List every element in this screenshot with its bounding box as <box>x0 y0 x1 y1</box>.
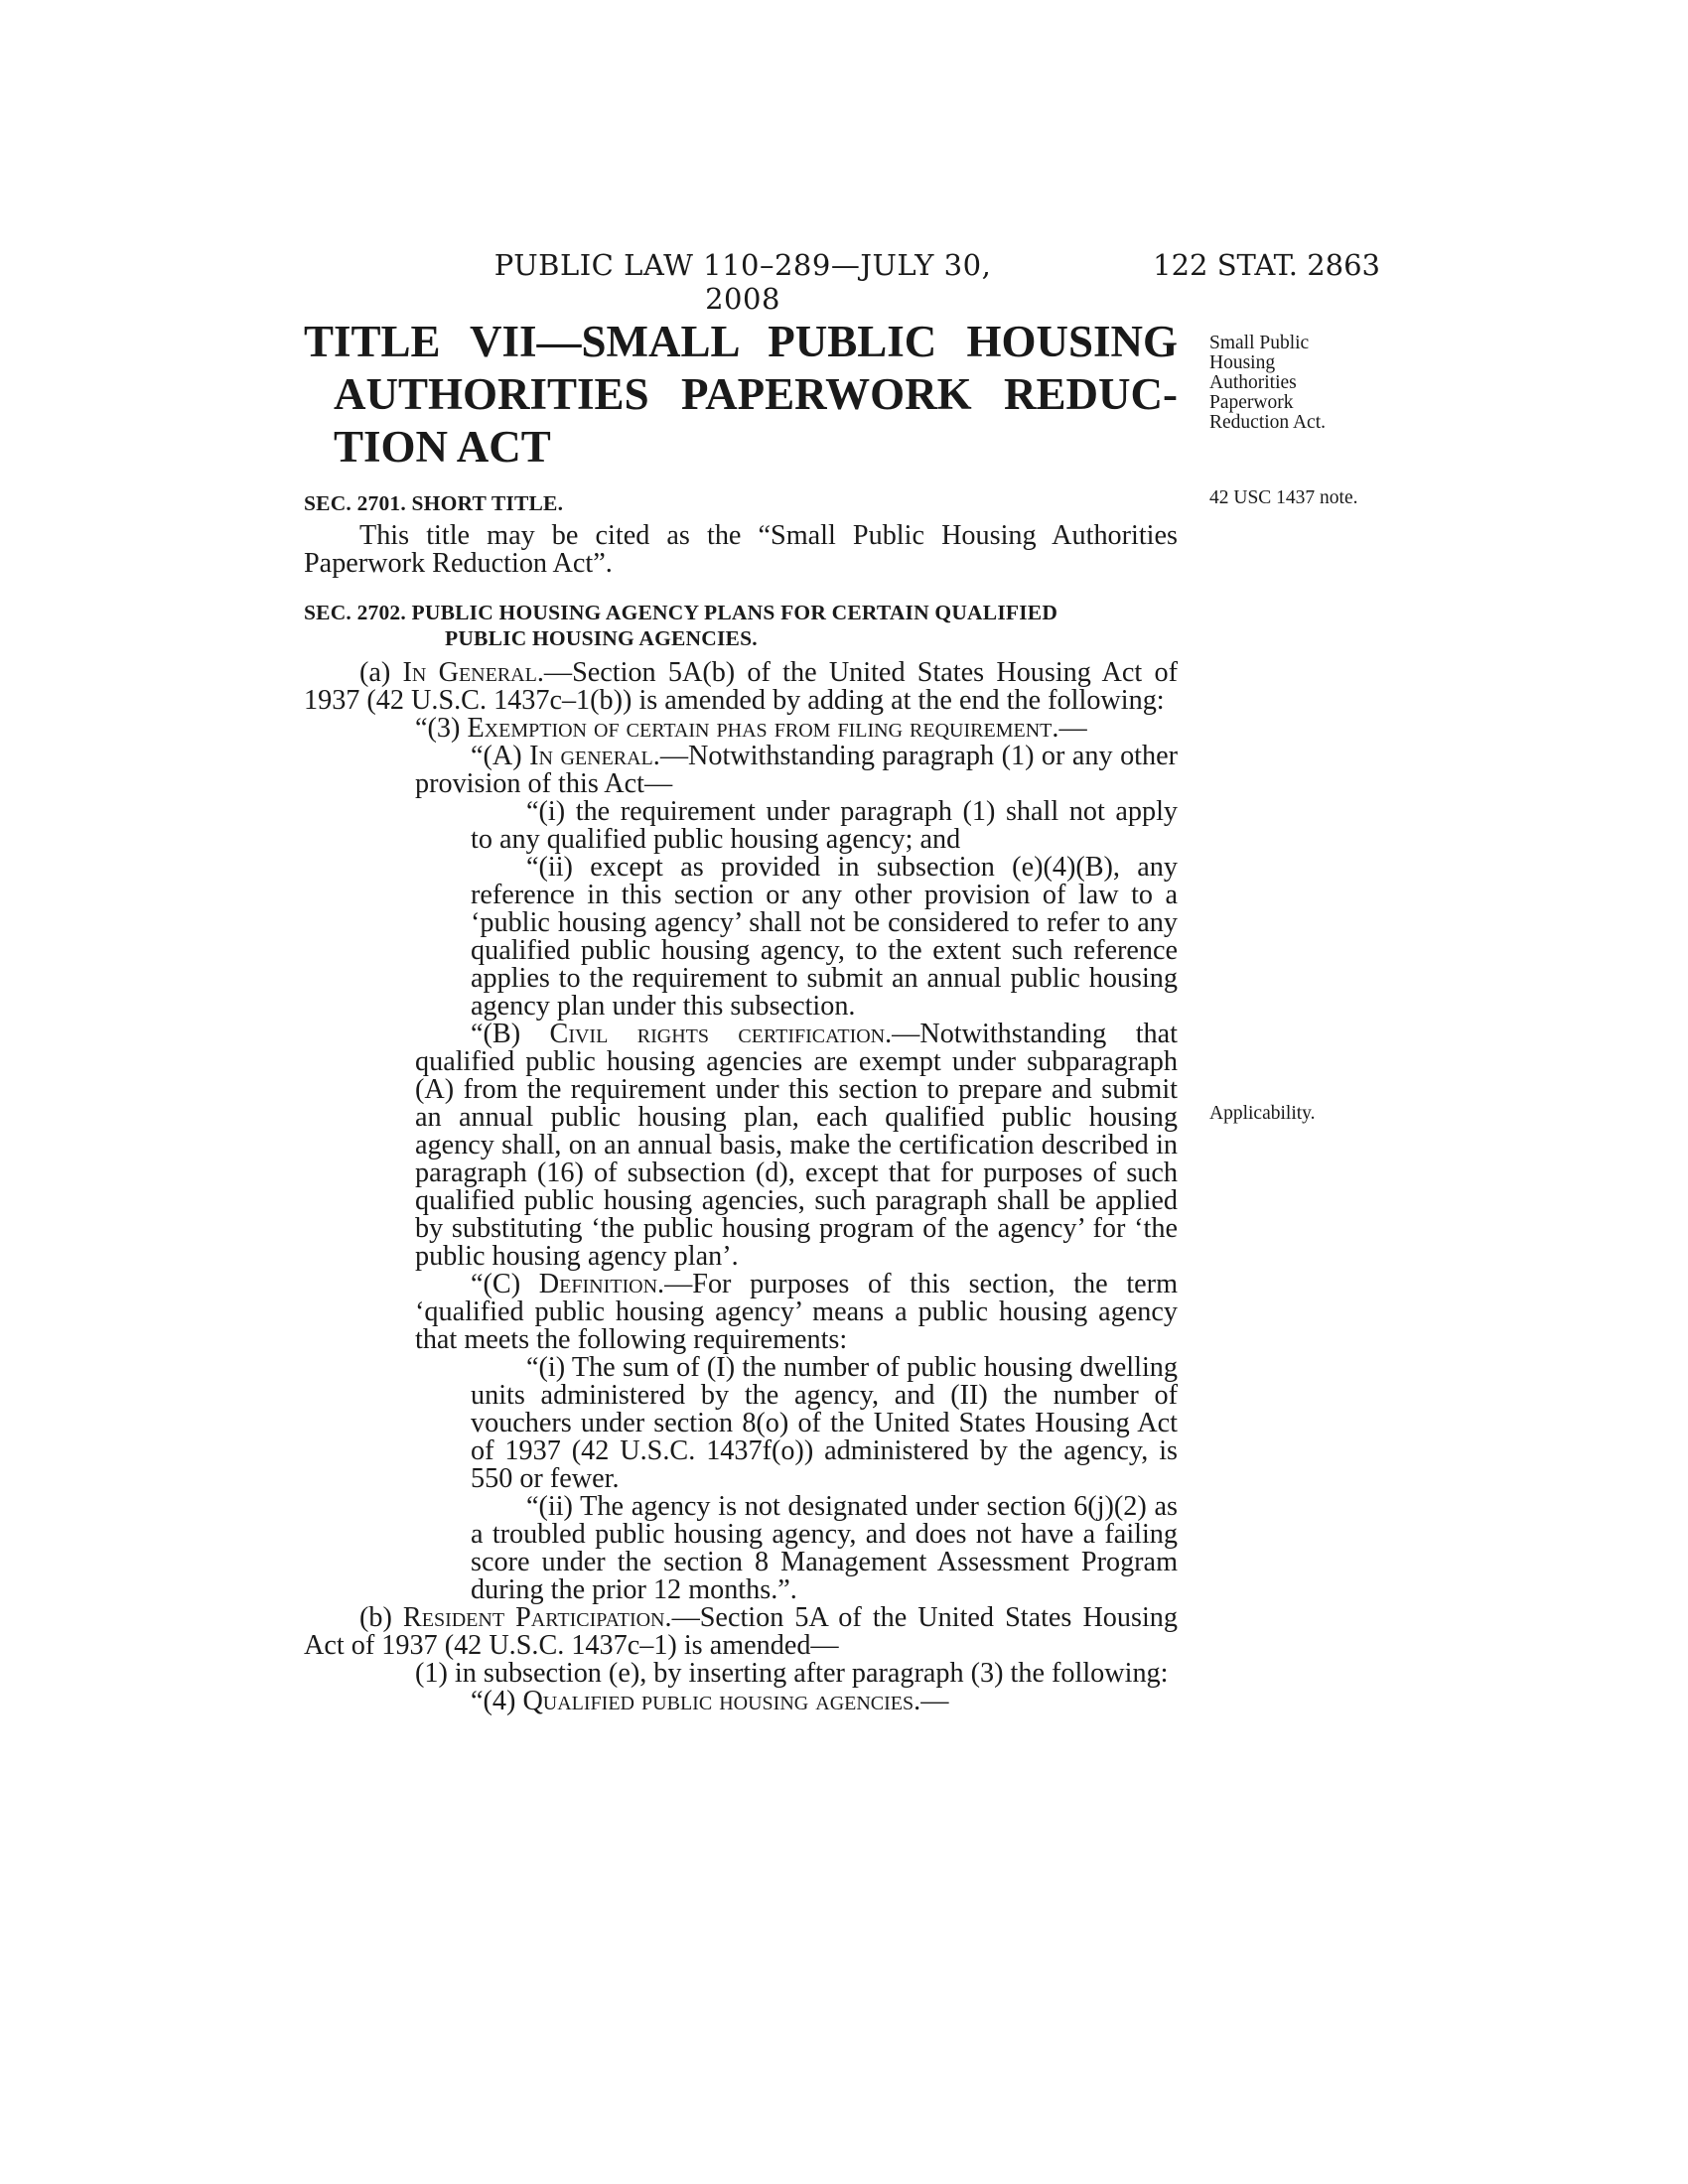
paragraph-4-heading: Qualified public housing agencies. <box>522 1686 921 1716</box>
stat-citation: 122 STAT. 2863 <box>1153 248 1380 282</box>
clause-A-ii: “(ii) except as provided in subsection (e)(4)(B), any reference in this section or any other provision of law to a ‘public housing agency’ shall not be considered to refer to any qualified public housing agency, to the extent such reference applies to the requirement to submit an annual public housing agency plan under this subsection. <box>471 852 1178 1022</box>
section-2702-heading <box>304 600 1178 651</box>
paragraph-3 <box>304 715 1178 743</box>
subsection-b-text: —Section 5A of the United States Housing Act of 1937 (42 U.S.C. 1437c–1) is amended— <box>304 1602 1178 1661</box>
subparagraph-B-label: “(B) <box>471 1019 550 1049</box>
title-line-1: TITLE VII—SMALL PUBLIC HOUSING <box>304 317 1178 366</box>
title-line-3: TION ACT <box>334 422 551 472</box>
subparagraph-A-heading: In general. <box>529 741 660 771</box>
paragraph-4 <box>304 1688 1178 1715</box>
subparagraph-A-label: “(A) <box>471 741 530 771</box>
subsection-b-heading: Resident Participation. <box>402 1602 672 1633</box>
subparagraph-C-text: —For purposes of this section, the term ‘qualified public housing agency’ means a public housing agency that meets the following requirements: <box>415 1269 1178 1355</box>
title-line-2: AUTHORITIES PAPERWORK REDUC- <box>334 369 1178 419</box>
subsection-b-label: (b) <box>359 1602 403 1633</box>
subsection-a-text: —Section 5A(b) of the United States Housing Act of 1937 (42 U.S.C. 1437c–1(b)) is amended by adding at the end the following: <box>304 657 1178 716</box>
subparagraph-C-heading: Definition. <box>538 1269 665 1299</box>
subsection-a-heading: In General. <box>402 657 544 688</box>
subsection-a-label: (a) <box>359 657 403 688</box>
section-2701-text: This title may be cited as the “Small Public Housing Authorities Paperwork Reduction Act”. <box>304 520 1178 579</box>
paragraph-4-tail: — <box>920 1686 949 1716</box>
subparagraph-A-text: —Notwithstanding paragraph (1) or any other provision of this Act— <box>415 741 1179 799</box>
title-heading <box>304 316 1178 474</box>
section-2701-heading: SEC. 2701. SHORT TITLE. <box>304 491 564 515</box>
paragraph-3-tail: — <box>1058 713 1087 744</box>
subparagraph-B <box>304 1021 1178 1271</box>
paragraph-3-label: “(3) <box>415 713 468 744</box>
section-2702-heading-line-2: PUBLIC HOUSING AGENCIES. <box>445 626 758 650</box>
subparagraph-C <box>304 1271 1178 1354</box>
subparagraph-B-heading: Civil rights certification. <box>549 1019 893 1049</box>
subsection-a <box>304 659 1178 715</box>
running-head: PUBLIC LAW 110–289—JULY 30, 2008 <box>493 248 992 316</box>
clause-C-ii: “(ii) The agency is not designated under section 6(j)(2) as a troubled public housing agency, and does not have a failing score under the section 8 Management Assessment Program during the prior 12 months.”. <box>471 1491 1178 1605</box>
margin-note-usc: 42 USC 1437 note. <box>1209 487 1358 508</box>
margin-note-applicability: Applicability. <box>1209 1103 1316 1124</box>
clause-A-i: “(i) the requirement under paragraph (1) shall not apply to any qualified public housing agency; and <box>471 796 1178 855</box>
paragraph-4-label: “(4) <box>471 1686 523 1716</box>
clause-C-i: “(i) The sum of (I) the number of public housing dwelling units administered by the agency, and (II) the number of vouchers under section 8(o) of the United States Housing Act of 1937 (42 U.S.C. 1437f(o)) administered by the agency, is 550 or fewer. <box>471 1352 1178 1494</box>
subparagraph-B-text: —Notwithstanding that qualified public housing agencies are exempt under subparagraph (A) from the requirement under this section to prepare and submit an annual public housing plan, each qualified public housing agency shall, on an annual basis, make the certification described in paragraph (16) of subsection (d), except that for purposes of such qualified public housing agencies, such paragraph shall be applied by substituting ‘the public housing program of the agency’ for ‘the public housing agency plan’. <box>415 1019 1178 1272</box>
subsection-b <box>304 1604 1178 1660</box>
paragraph-b-1: (1) in subsection (e), by inserting after paragraph (3) the following: <box>415 1658 1169 1689</box>
subparagraph-C-label: “(C) <box>471 1269 539 1299</box>
subparagraph-A <box>304 743 1178 798</box>
section-2702-body <box>304 659 1178 1715</box>
section-2701-body <box>304 522 1178 578</box>
section-2702-heading-line-1: SEC. 2702. PUBLIC HOUSING AGENCY PLANS FOR CERTAIN QUALIFIED <box>304 601 1058 624</box>
margin-note-title: Small Public Housing Authorities Paperwork Reduction Act. <box>1209 333 1326 433</box>
paragraph-3-heading: Exemption of certain phas from filing requirement. <box>467 713 1059 744</box>
